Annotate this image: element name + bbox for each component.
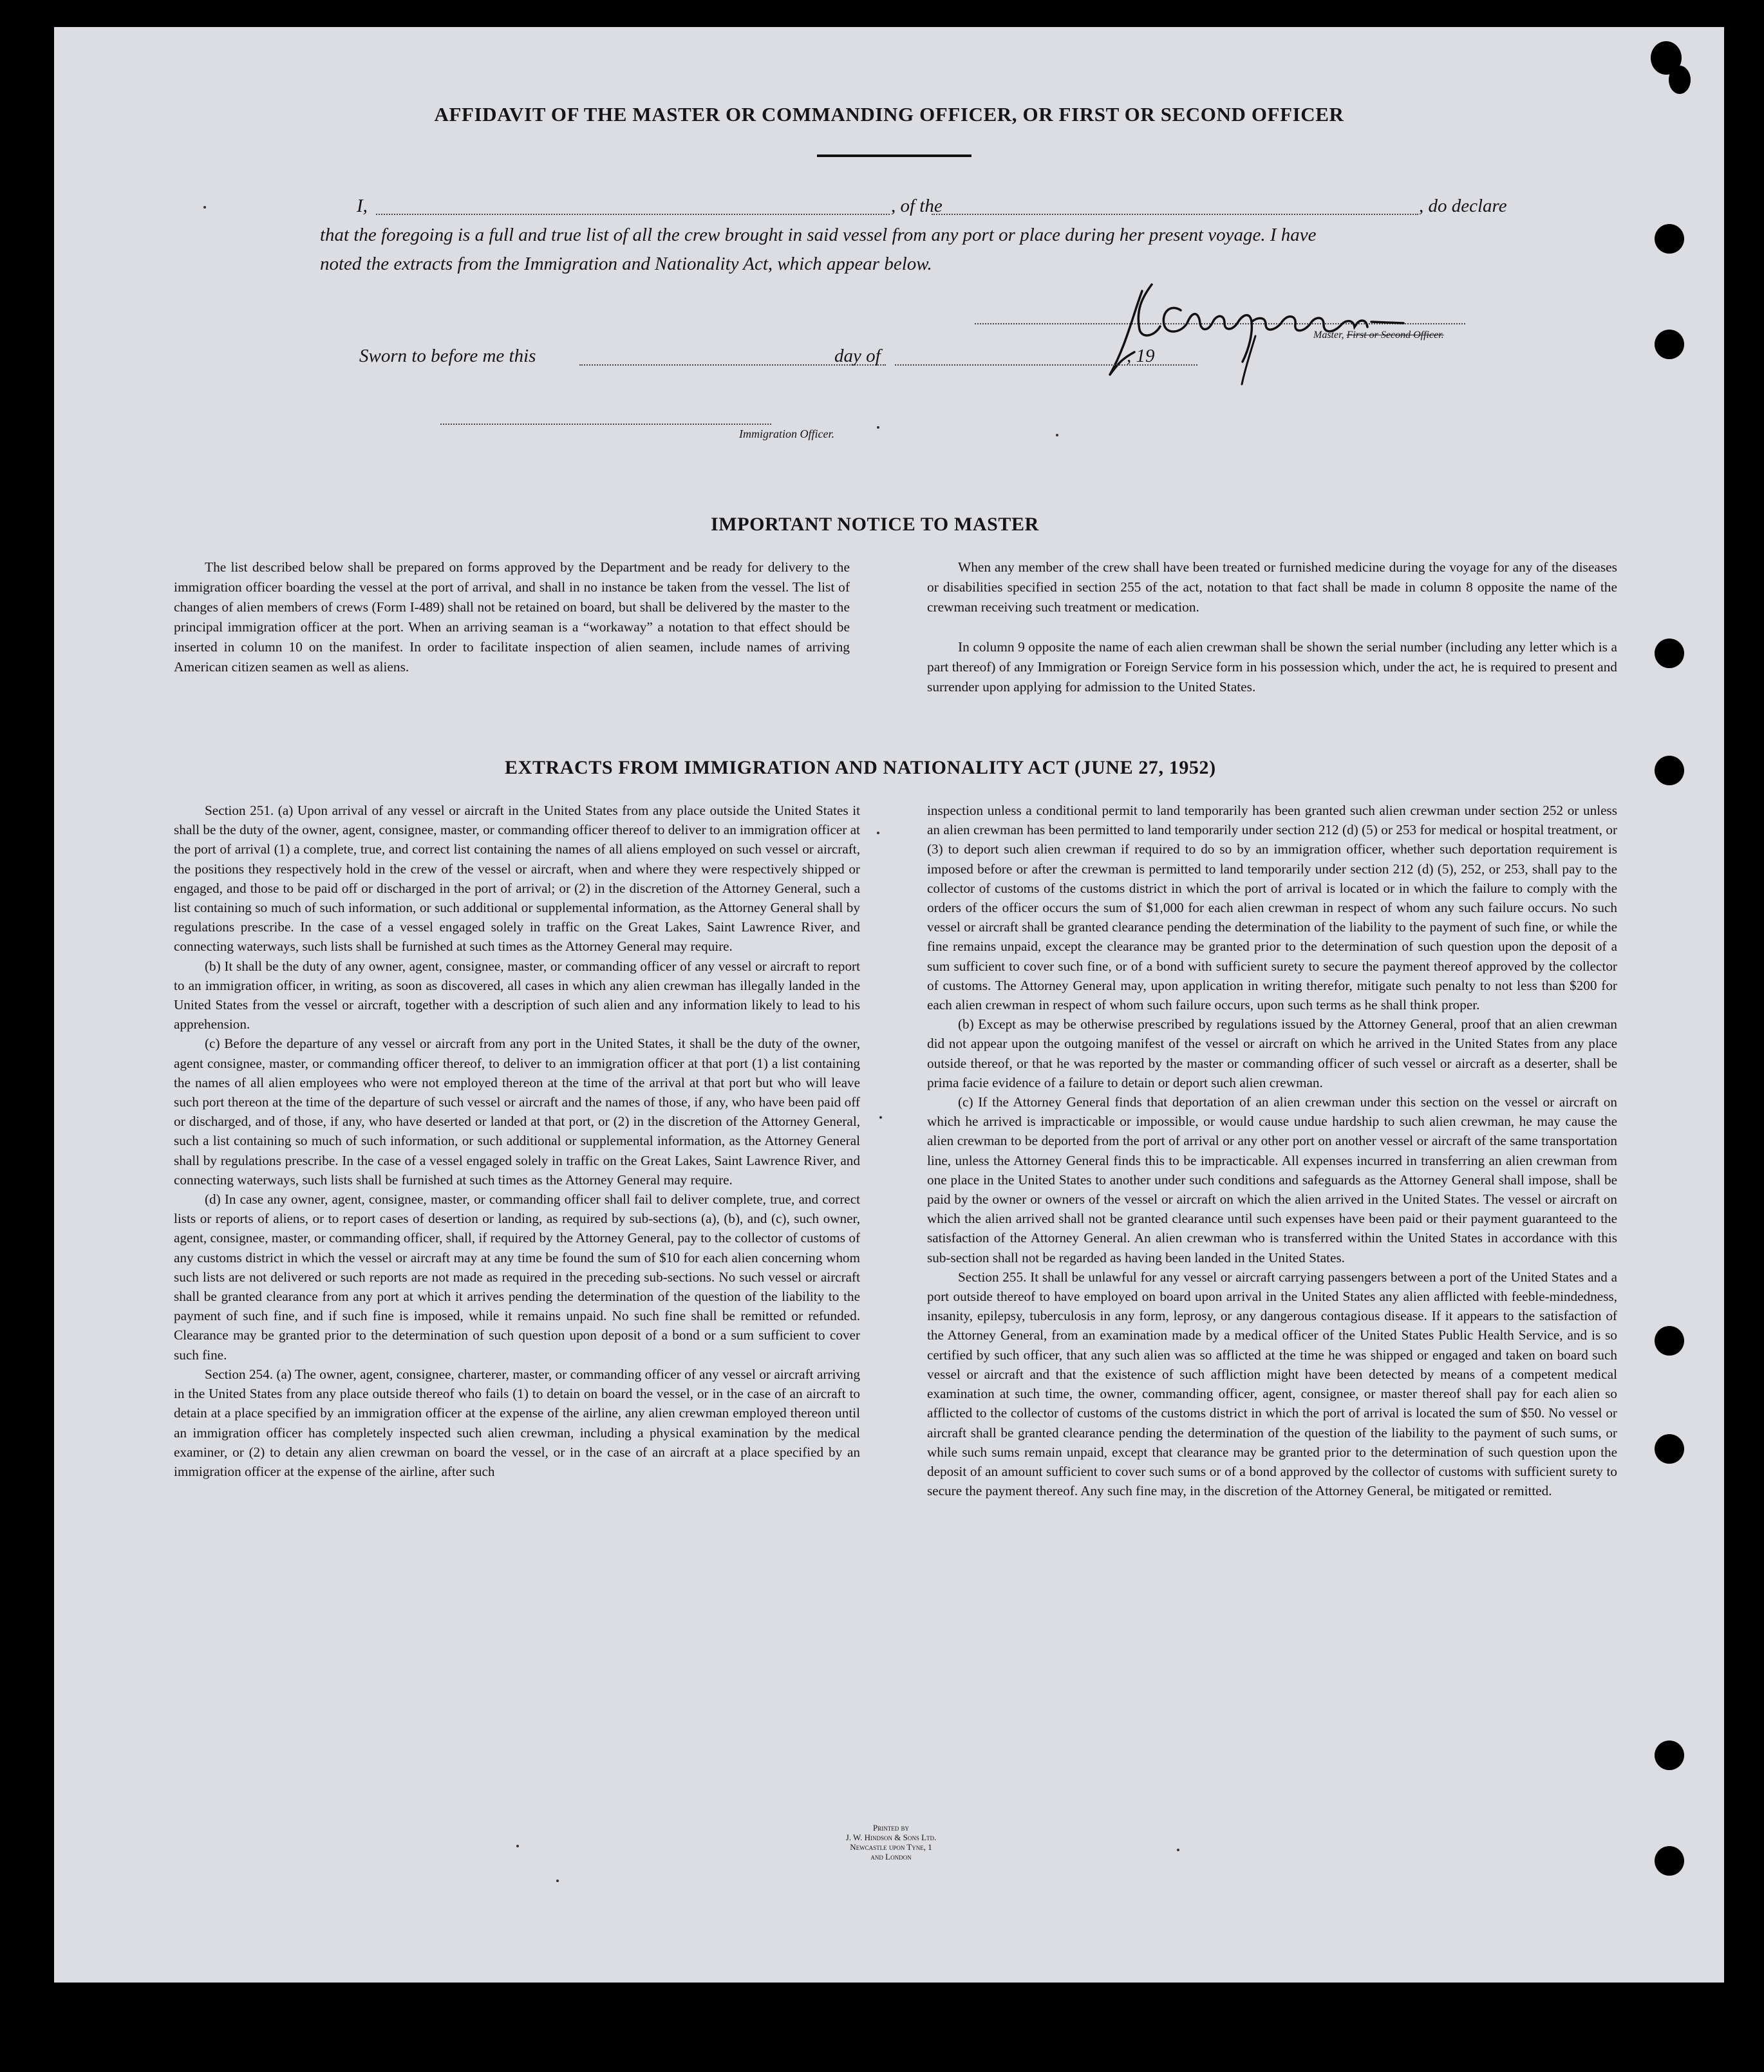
speck (877, 426, 879, 429)
punch-hole (1655, 1741, 1684, 1770)
declaration-of-the: , of the (891, 196, 943, 216)
section-251-a: Section 251. (a) Upon arrival of any vessel or aircraft in the United States from any place outside the United States it shall be the duty of the owner, agent, consignee, master, or commanding officer thereof to deliver to an immigration officer at the port of arrival (1) a complete, true, and correct list containing the names of all aliens employed on such vessel or aircraft, the positions they respectively hold in the crew of the vessel or aircraft, when and where they were respectively shipped or engaged, and those to be paid off or discharged in the port of arrival; or (2) in the discretion of the Attorney General, such a list containing so much of such information, or such additional or supplemental information, as the Attorney General shall by regulations prescribe. In the case of a vessel engaged solely in traffic on the Great Lakes, Saint Lawrence River, and connecting waterways, such lists shall be furnished at such times as the Attorney General may require. (174, 803, 860, 955)
printer-line-1: Printed by (873, 1823, 909, 1833)
signature-role (1313, 330, 1444, 341)
speck (1177, 1849, 1179, 1851)
speck (556, 1880, 559, 1882)
vessel-field[interactable] (932, 214, 1418, 215)
punch-hole (1655, 224, 1684, 254)
document-page (54, 27, 1724, 1983)
section-251-c: (c) Before the departure of any vessel or aircraft from any port in the United States, it shall be the duty of the owner, agent consignee, master, or commanding officer thereof, to deliver to an immigration officer at that port (1) a list containing the names of all alien employees who were not employed thereon at the time of the arrival at that port but who will leave such port thereon at the time of the departure of such vessel or aircraft and the names of those, if any, who have been paid off or discharged, and of those, if any, who have deserted or landed at that port, or (2) in the discretion of the Attorney General, such a list containing so much of such information, or such additional or supplemental information, as the Attorney General shall by regulations prescribe. In the case of a vessel engaged solely in traffic on the Great Lakes, Saint Lawrence River, and connecting waterways, such lists shall be furnished at such times as the Attorney General may require. (174, 1036, 860, 1188)
section-251-d: (d) In case any owner, agent, consignee, master, or commanding officer shall fail to deliver complete, true, and correct lists or reports of aliens, or to report cases of desertion or landing, as required by sub-sections (a), (b), and (c), such owner, agent, consignee, master, or commanding officer, shall, if required by the Attorney General, pay to the collector of customs of any customs district in which the vessel or aircraft may at any time be found the sum of $10 for each alien concerning whom such lists are not delivered or such reports are not made as required in the preceding sub-sections. No such vessel or aircraft shall be granted clearance from any port at which it arrives pending the determination of the question of the liability to the payment of such fine, and if such fine is imposed, while it remains unpaid. No such fine shall be remitted or refunded. Clearance may be granted prior to the determination of such question upon deposit of a bond or a sum sufficient to cover such fine. (174, 1191, 860, 1363)
immigration-officer-label: Immigration Officer. (739, 427, 834, 440)
section-254-a-continued: inspection unless a conditional permit to land temporarily has been granted such alien crewman under section 252 or unless an alien crewman has been permitted to land temporarily under section 212 (d) (5) or 253 for medical or hospital treatment, or (3) to deport such alien crewman if required to do so by an immigration officer, whether such deportation requirement is imposed before or after the crewman is permitted to land temporarily under section 212 (d) (5), 252, or 253, shall pay to the collector of customs of the customs district in which the port of arrival is located or in which the failure to comply with the orders of the officer occurs the sum of $1,000 for each alien crewman in respect of whom any such failure occurs. No such vessel or aircraft shall be granted clearance pending the determination of the liability to the payment of such fine, or while the fine remains unpaid, except the clearance may be granted prior to the determination of such question upon the deposit of a sum sufficient to cover such fine, or of a bond with sufficient surety to secure the payment thereof approved by the collector of customs. The Attorney General may, upon application in writing therefor, mitigate such penalty to not less than $200 for each alien crewman in respect of whom such failure occurs, upon such terms as he shall think proper. (927, 803, 1617, 1013)
section-254-a: Section 254. (a) The owner, agent, consignee, charterer, master, or commanding officer of any vessel or aircraft arriving in the United States from any place outside thereof who fails (1) to detain on board the vessel, or in the case of an aircraft to detain at a place specified by an immigration officer at the expense of the airline, any alien crewman employed thereon until an immigration officer has completely inspected such alien crewman, including a physical examination by the medical examiner, or (2) to detain any alien crewman on board the vessel, or in the case of an aircraft at a place specified by an immigration officer at the expense of the airline, after such (174, 1366, 860, 1479)
sworn-year-field[interactable] (1165, 364, 1197, 366)
printer-line-3: Newcastle upon Tyne, 1 (850, 1842, 932, 1852)
punch-hole (1655, 330, 1684, 359)
punch-hole (1655, 1326, 1684, 1356)
printer-line-2: J. W. Hindson & Sons Ltd. (845, 1833, 937, 1842)
section-254-c: (c) If the Attorney General finds that deportation of an alien crewman under this section on the vessel or aircraft on which he arrived is impracticable or impossible, or would cause undue hardship to such alien crewman, he may cause the alien crewman to be deported from the port of arrival or any other port on another vessel or aircraft of the same transportation line, unless the Attorney General finds this to be impracticable. All expenses incurred in transferring an alien crewman from one place in the United States to another under such conditions and safeguards as the Attorney General shall impose, shall be paid by the owner or owners of the vessel or aircraft on which the alien arrived in the United States. The vessel or aircraft on which the alien arrived shall not be granted clearance until such expenses have been paid or their payment guaranteed to the satisfaction of the Attorney General. An alien crewman who is transferred within the United States in accordance with this sub-section shall not be regarded as having been landed in the United States. (927, 1094, 1617, 1265)
name-field[interactable] (376, 214, 890, 215)
officer-signature-line (440, 424, 771, 425)
notice-right-paragraph-2: In column 9 opposite the name of each alien crewman shall be shown the serial number (including any letter which is a part thereof) of any Immigration or Foreign Service form in his possession which, under the act, he is required to present and surrender upon applying for admission to the United States. (927, 639, 1617, 695)
punch-hole (1655, 1846, 1684, 1876)
role-struck: First or Second Officer. (1346, 330, 1444, 341)
printer-imprint (762, 1823, 1020, 1862)
speck (203, 206, 206, 209)
role-master: Master, (1313, 330, 1344, 341)
punch-hole (1655, 639, 1684, 668)
extracts-heading: EXTRACTS FROM IMMIGRATION AND NATIONALITY ACT (JUNE 27, 1952) (505, 757, 1216, 778)
declaration-line-2: that the foregoing is a full and true list of all the crew brought in said vessel from any port or place during her present voyage. I have (320, 225, 1317, 245)
speck (1056, 434, 1058, 436)
speck (879, 1116, 882, 1119)
document-title: AFFIDAVIT OF THE MASTER OR COMMANDING OFFICER, OR FIRST OR SECOND OFFICER (434, 103, 1344, 126)
extracts-right-column (927, 801, 1617, 1500)
title-rule (817, 154, 971, 157)
notice-right-paragraph-1: When any member of the crew shall have been treated or furnished medicine during the voyage for any of the diseases or disabilities specified in section 255 of the act, notation to that fact shall be made in column 8 opposite the name of the crewman receiving such treatment or medication. (927, 559, 1617, 615)
section-251-b: (b) It shall be the duty of any owner, agent, consignee, master, or commanding officer of any vessel or aircraft to report to an immigration officer, in writing, as soon as discovered, all cases in which any alien crewman has illegally landed in the United States from the vessel or aircraft, together with a description of such alien and any information likely to lead to his apprehension. (174, 958, 860, 1032)
sworn-day-of: day of (834, 346, 881, 366)
punch-hole (1655, 756, 1684, 785)
sworn-text: Sworn to before me this (359, 346, 536, 366)
sworn-year: , 19 (1127, 346, 1155, 366)
section-254-b: (b) Except as may be otherwise prescribed by regulations issued by the Attorney General, proof that an alien crewman did not appear upon the outgoing manifest of the vessel or aircraft on which he arrived in the United States from any place outside thereof, or that he was reported by the master or commanding officer of such vessel or aircraft as a deserter, shall be prima facie evidence of a failure to detain or deport such alien crewman. (927, 1016, 1617, 1090)
punch-hole (1655, 1434, 1684, 1464)
notice-heading: IMPORTANT NOTICE TO MASTER (711, 514, 1039, 535)
punch-hole (1669, 66, 1691, 94)
notice-left-paragraph: The list described below shall be prepared on forms approved by the Department and be ready for delivery to the immigration officer boarding the vessel at the port of arrival, and shall in no instance be taken from the vessel. The list of changes of alien members of crews (Form I-489) shall not be retained on board, but shall be delivered by the master to the principal immigration officer at the port. When an arriving seaman is a “workaway” a notation to that effect should be inserted in column 10 on the manifest. In order to facilitate inspection of alien seamen, include names of arriving American citizen seamen as well as aliens. (174, 559, 850, 675)
speck (516, 1845, 519, 1847)
extracts-left-column (174, 801, 860, 1481)
declaration-i: I, (357, 196, 368, 216)
declaration-do-declare: , do declare (1419, 196, 1507, 216)
speck (877, 832, 879, 834)
printer-line-4: and London (870, 1852, 912, 1862)
section-255: Section 255. It shall be unlawful for any vessel or aircraft carrying passengers between a port of the United States and a port outside thereof to have employed on board upon arrival in the United States any alien afflicted with feeble-mindedness, insanity, epilepsy, tuberculosis in any form, leprosy, or any dangerous contagious disease. If it appears to the satisfaction of the Attorney General, from an examination made by a medical officer of the United States Public Health Service, and is so certified by such officer, that any such alien was so afflicted at the time he was shipped or engaged and taken on board such vessel or aircraft and that the existence of such affliction might have been detected by means of a competent medical examination at such time, the owner, commanding officer, agent, consignee, or master thereof shall pay for each alien so afflicted to the collector of customs of the customs district in which the port of arrival is located the sum of $50. No vessel or aircraft shall be granted clearance pending the determination of the question of the liability to the payment of such sums, or while such sums remain unpaid, except that clearance may be granted prior to the determination of such question upon the deposit of an amount sufficient to cover such sums or of a bond approved by the collector of customs with sufficient surety to secure the payment thereof. Any such fine may, in the discretion of the Attorney General, be mitigated or remitted. (927, 1269, 1617, 1499)
declaration-line-3: noted the extracts from the Immigration and Nationality Act, which appear below. (320, 254, 932, 274)
